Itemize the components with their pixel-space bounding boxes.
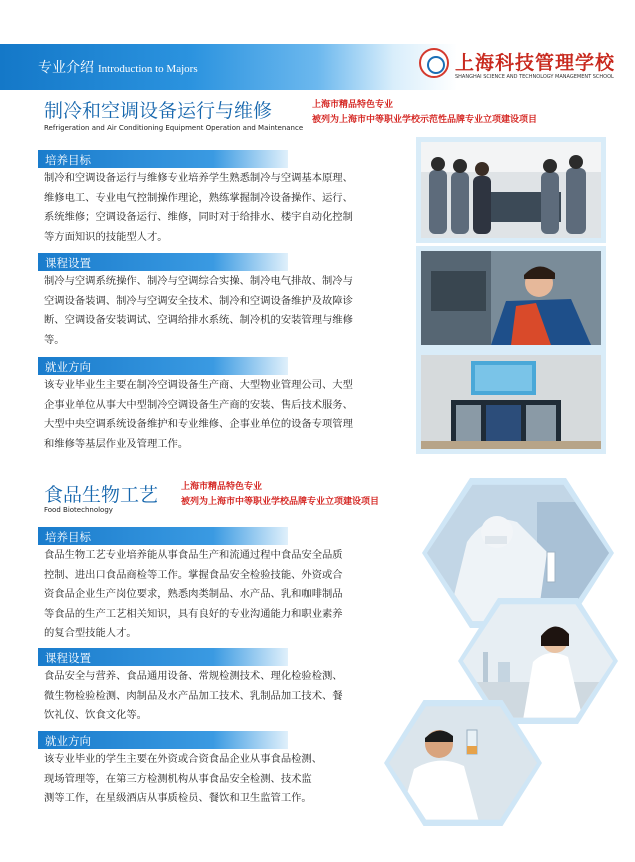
- text-line: 制冷和空调设备运行与维修专业培养学生熟悉制冷与空调基本原理、: [44, 172, 353, 184]
- major2-goal-text: [44, 546, 343, 644]
- tag-label: 就业方向: [45, 360, 91, 374]
- major1-subtitle: Refrigeration and Air Conditioning Equipment Operation and Maintenance: [44, 124, 304, 132]
- text-line: 制冷与空调系统操作、制冷与空调综合实操、制冷电气排故、制冷与: [44, 275, 353, 287]
- text-line: 该专业毕业的学生主要在外资或合资食品企业从事食品检测、: [44, 753, 323, 765]
- major2-tag-career: [38, 731, 288, 749]
- text-line: 大型中央空调系统设备维护和专业维修、企事业单位的设备专项管理: [44, 418, 353, 431]
- text-line: 食品生物工艺专业培养能从事食品生产和流通过程中食品安全品质: [44, 549, 343, 561]
- text-line: 维修电工、专业电气控制操作理论，熟练掌握制冷设备操作、运行、: [44, 191, 353, 204]
- major1-career-text: [44, 376, 353, 454]
- major1-title: 制冷和空调设备运行与维修: [44, 100, 273, 122]
- text-line: 微生物检验检测、肉制品及水产品加工技术、乳制品加工技术、餐: [44, 689, 343, 702]
- text-line: 等食品的生产工艺相关知识，具有良好的专业沟通能力和职业素养: [44, 607, 343, 620]
- text-line: 的复合型技能人才。: [44, 627, 137, 640]
- text-line: 饮礼仪、饮食文化等。: [44, 709, 147, 722]
- tag-label: 培养目标: [45, 153, 91, 167]
- photo-students-training: [416, 137, 606, 243]
- header-title-cn: 专业介绍: [38, 60, 94, 76]
- major2-career-text: [44, 750, 322, 809]
- major1-tag-courses: [38, 253, 288, 271]
- major1-tag-goal: [38, 150, 288, 168]
- text-line: 断、空调设备安装调试、空调给排水系统、制冷机的安装管理与维修: [44, 314, 353, 327]
- tag-label: 课程设置: [45, 256, 91, 270]
- major1-badge-1: 上海市精品特色专业: [312, 100, 394, 110]
- photo-equipment-lab: [416, 350, 606, 454]
- logo-name-en: SHANGHAI SCIENCE AND TECHNOLOGY MANAGEMENT SCHOOL: [455, 74, 614, 80]
- text-line: 和维修等基层作业及管理工作。: [44, 437, 189, 450]
- text-line: 企事业单位从事大中型制冷空调设备生产商的安装、售后技术服务、: [44, 398, 353, 411]
- major1-tag-career: [38, 357, 288, 375]
- header-title-en: Introduction to Majors: [98, 63, 198, 75]
- text-line: 该专业毕业生主要在制冷空调设备生产商、大型物业管理公司、大型: [44, 379, 353, 391]
- school-emblem-icon: [419, 48, 449, 78]
- major2-tag-goal: [38, 527, 288, 545]
- major2-title: 食品生物工艺: [44, 484, 159, 506]
- text-line: 空调设备装调、制冷与空调安全技术、制冷和空调设备维护及故障诊: [44, 294, 353, 307]
- text-line: 等方面知识的技能型人才。: [44, 230, 168, 243]
- major1-goal-text: [44, 169, 353, 247]
- text-line: 资食品企业生产岗位要求，熟悉肉类制品、水产品、乳和咖啡制品: [44, 588, 343, 601]
- tag-label: 就业方向: [45, 734, 91, 748]
- major2-tag-courses: [38, 648, 288, 666]
- major1-courses-text: [44, 272, 353, 350]
- major2-subtitle: Food Biotechnology: [44, 506, 113, 514]
- text-line: 等。: [44, 333, 65, 346]
- header-title: [38, 57, 198, 77]
- major2-badge-2: 被列为上海市中等职业学校品牌专业立项建设项目: [181, 497, 380, 507]
- text-line: 食品安全与营养、食品通用设备、常规检测技术、理化检验检测、: [44, 670, 343, 682]
- school-logo: [419, 48, 616, 86]
- major1-badge-2: 被列为上海市中等职业学校示范性品牌专业立项建设项目: [312, 115, 538, 125]
- photo-student-working: [416, 246, 606, 350]
- text-line: 系统维修；空调设备运行、维修，同时对于给排水、楼宇自动化控制: [44, 211, 353, 224]
- text-line: 测等工作，在星级酒店从事质检员、餐饮和卫生监管工作。: [44, 792, 312, 805]
- text-line: 控制、进出口食品商检等工作。掌握食品安全检验技能、外资或合: [44, 568, 343, 581]
- logo-name-cn: 上海科技管理学校: [455, 52, 616, 74]
- major2-courses-text: [44, 667, 343, 726]
- tag-label: 培养目标: [45, 530, 91, 544]
- text-line: 现场管理等，在第三方检测机构从事食品安全检测、技术监: [44, 772, 312, 785]
- major2-badge-1: 上海市精品特色专业: [181, 482, 263, 492]
- tag-label: 课程设置: [45, 651, 91, 665]
